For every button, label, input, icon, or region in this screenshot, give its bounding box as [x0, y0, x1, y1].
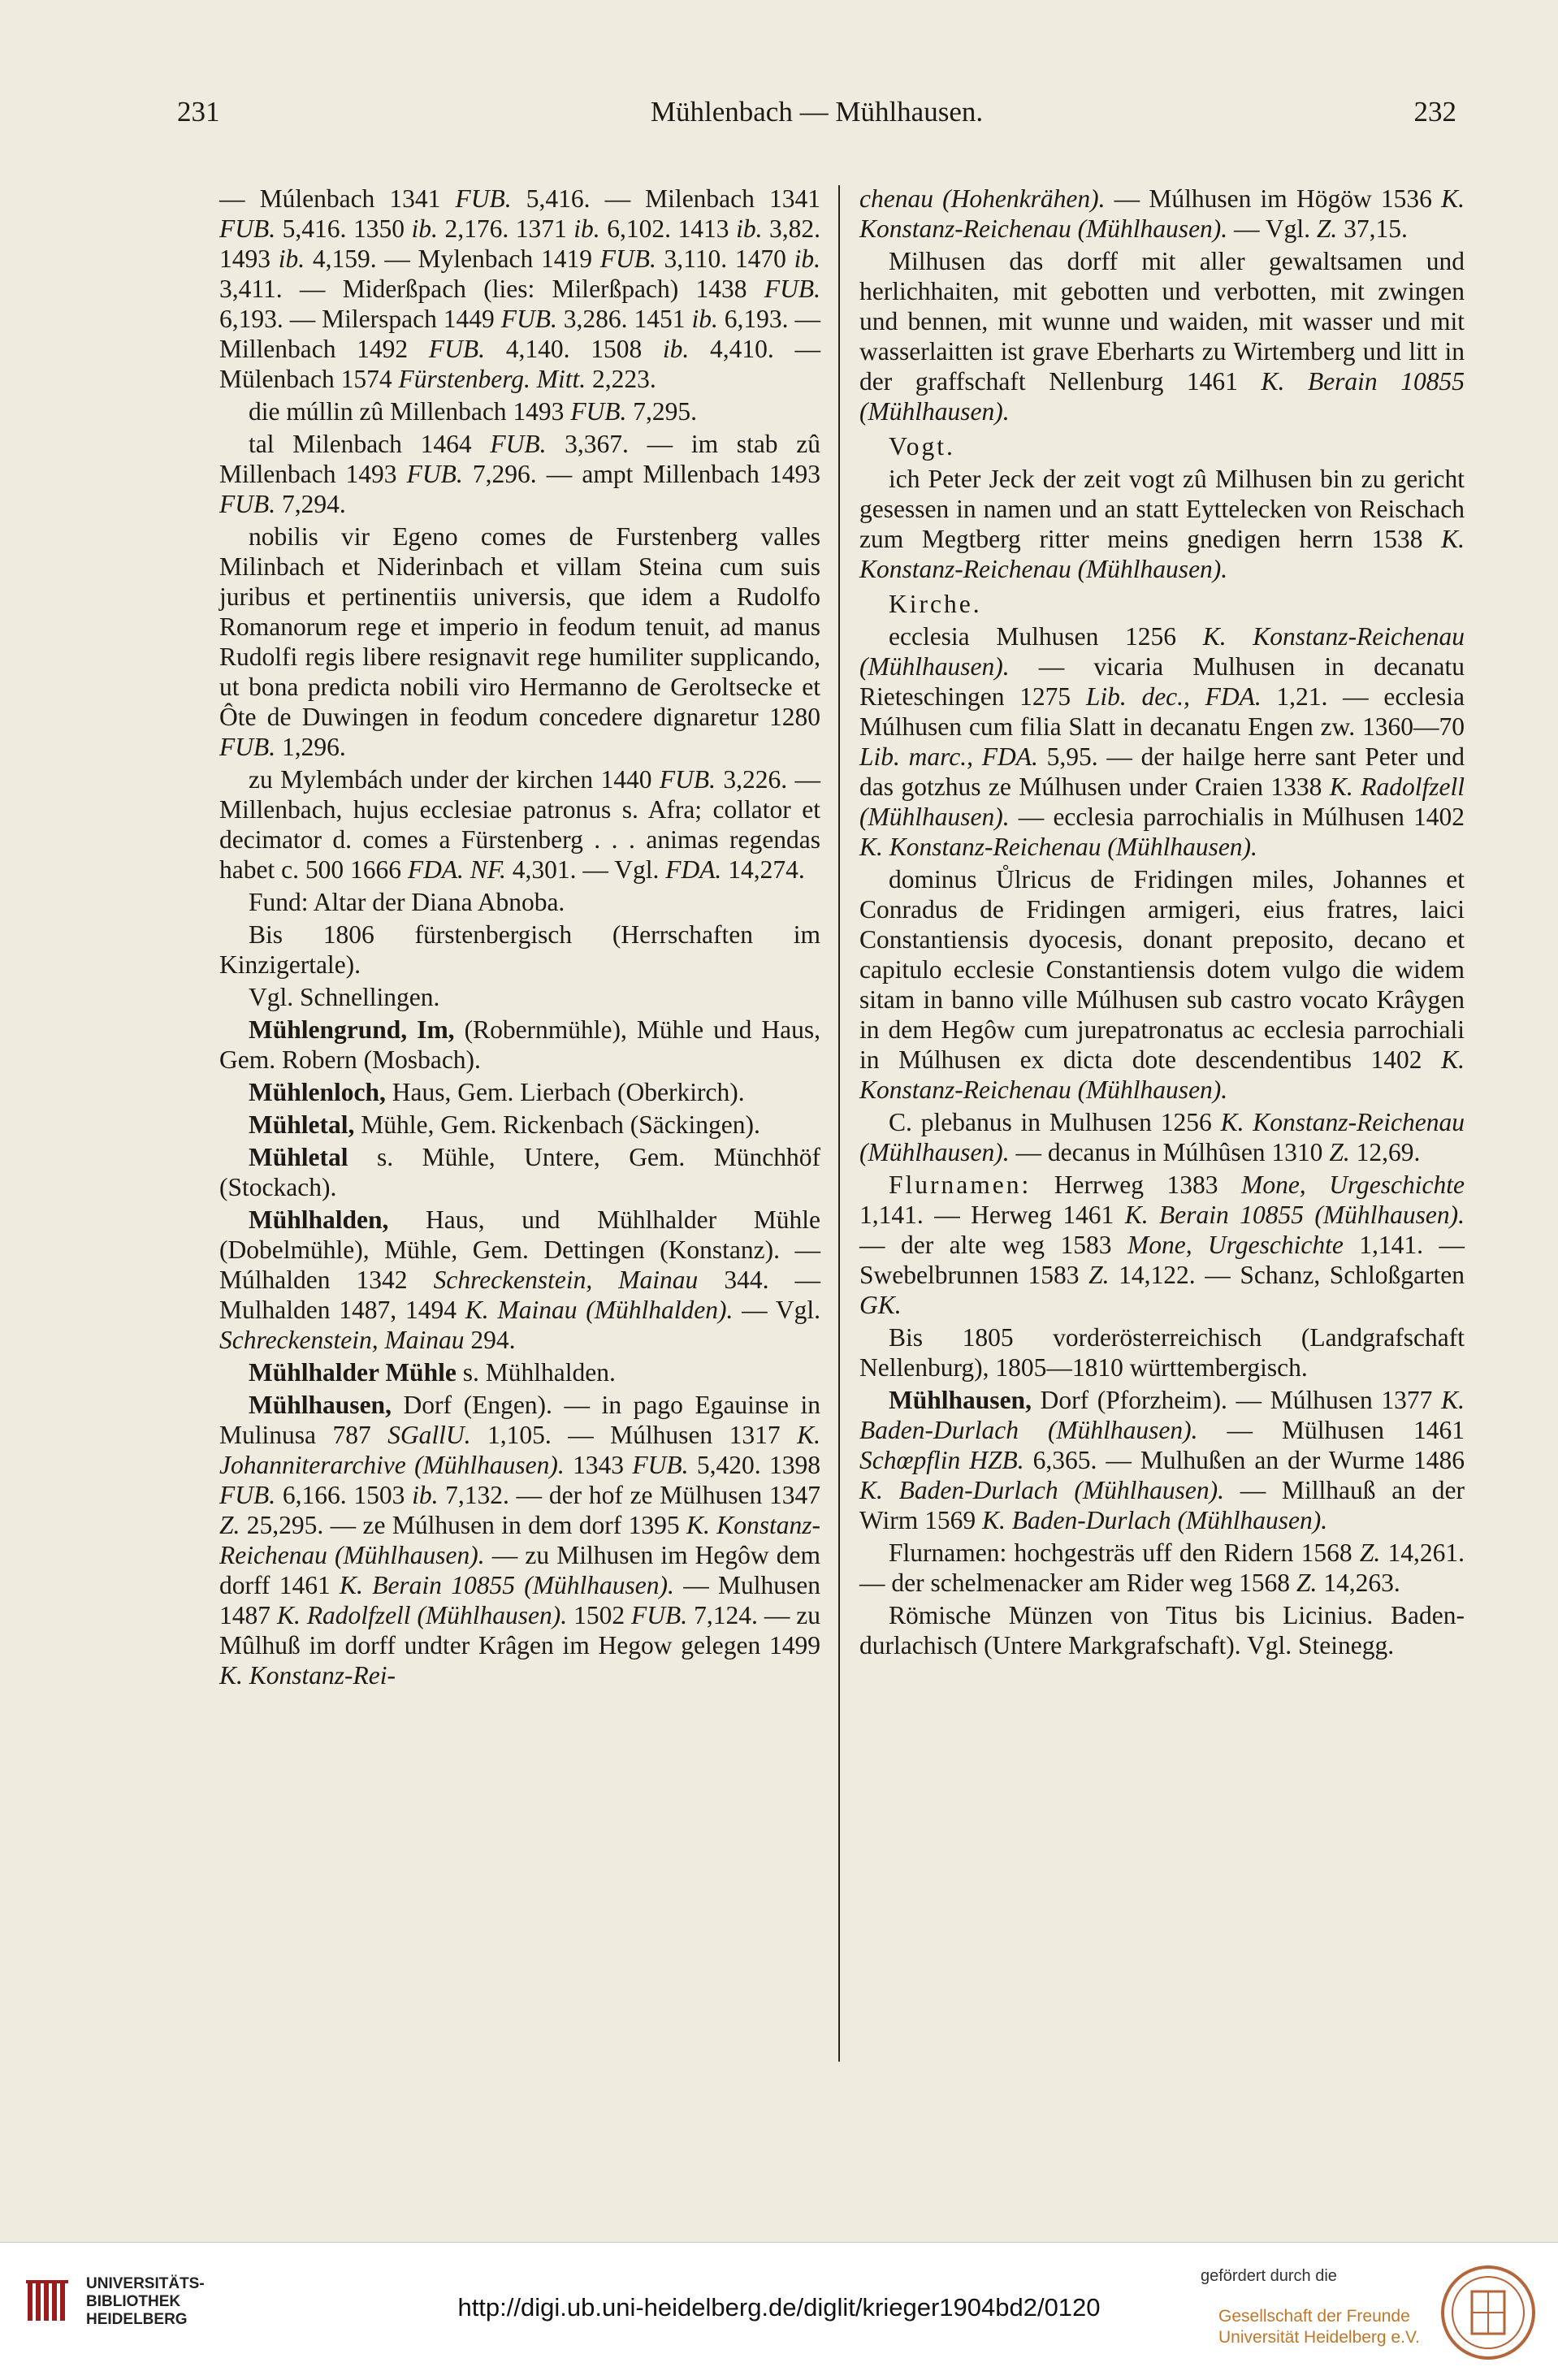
text-paragraph: die múllin zû Millenbach 1493 FUB. 7,295. — [249, 397, 698, 426]
section-subheading: Vogt. — [889, 432, 955, 461]
left-column — [219, 184, 820, 1693]
text-paragraph: tal Milenbach 1464 FUB. 3,367. — im stab zû Millenbach 1493 FUB. 7,296. — ampt Millenbach 1493 FUB. 7,294. — [219, 430, 820, 518]
text-paragraph: Vgl. Schnellingen. — [249, 983, 440, 1011]
entry-paragraph: Mühlenloch, Haus, Gem. Lierbach (Oberkirch). — [249, 1078, 745, 1106]
text-paragraph: Flurnamen: hochgesträs uff den Ridern 1568 Z. 14,261. — der schelmenacker am Rider weg 1568 Z. 14,263. — [859, 1538, 1465, 1597]
entry-paragraph: Mühlhausen, Dorf (Pforzheim). — Múlhusen 1377 K. Baden-Durlach (Mühlhausen). — Mülhusen 1461 Schœpflin HZB. 6,365. — Mulhußen an der Wurme 1486 K. Baden-Durlach (Mühlhausen). — Millhauß an der Wirm 1569 K. Baden-Durlach (Mühlhausen). — [859, 1386, 1465, 1534]
sponsor-name-line: Universität Heidelberg e.V. — [1218, 2328, 1420, 2347]
text-paragraph: nobilis vir Egeno comes de Furstenberg valles Milinbach et Niderinbach et villam Steina cum suis juribus et pertinentiis universis, que idem a Rudolfo Romanorum rege et imperio in feodum tenuit, ad manus Rudolfi regis libere resignavit rege humiliter supplicando, ut bona predicta nobili viro Hermanno de Geroltsecke et Ôte de Duwingen in feodum concedere dignaretur 1280 FUB. 1,296. — [219, 522, 820, 761]
sponsor-name-line: Gesellschaft der Freunde — [1218, 2307, 1410, 2326]
library-name-line: HEIDELBERG — [86, 2311, 188, 2328]
entry-paragraph: Mühlhalden, Haus, und Mühlhalder Mühle (Dobelmühle), Mühle, Gem. Dettingen (Konstanz). — Múlhalden 1342 Schreckenstein, Mainau 344. — Mulhalden 1487, 1494 K. Mainau (Mühlhalden). — Vgl. Schreckenstein, Mainau 294. — [219, 1205, 821, 1354]
text-paragraph: C. plebanus in Mulhusen 1256 K. Konstanz-Reichenau (Mühlhausen). — decanus in Múlhûsen 1310 Z. 12,69. — [859, 1108, 1465, 1166]
running-header — [177, 96, 1456, 153]
text-paragraph: ich Peter Jeck der zeit vogt zû Milhusen bin zu gericht gesessen in namen und an statt Eyttelecken von Reischach zum Megtberg ritter meins gnedigen herrn 1538 K. Konstanz-Reichenau (Mühlhausen). — [859, 465, 1465, 583]
text-paragraph: zu Mylembách under der kirchen 1440 FUB. 3,226. — Millenbach, hujus ecclesiae patronus s. Afra; collator et decimator d. comes a Fürstenberg . . . animas regendas habet c. 500 1666 FDA. NF. 4,301. — Vgl. FDA. 14,274. — [219, 765, 820, 884]
text-paragraph: — Múlenbach 1341 FUB. 5,416. — Milenbach 1341 FUB. 5,416. 1350 ib. 2,176. 1371 ib. 6,102. 1413 ib. 3,82. 1493 ib. 4,159. — Mylenbach 1419 FUB. 3,110. 1470 ib. 3,411. — Miderßpach (lies: Milerßpach) 1438 FUB. 6,193. — Milerspach 1449 FUB. 3,286. 1451 ib. 6,193. — Millenbach 1492 FUB. 4,140. 1508 ib. 4,410. — Mülenbach 1574 Fürstenberg. Mitt. 2,223. — [219, 184, 820, 393]
text-paragraph: ecclesia Mulhusen 1256 K. Konstanz-Reichenau (Mühlhausen). — vicaria Mulhusen in decanatu Rieteschingen 1275 Lib. dec., FDA. 1,21. — ecclesia Múlhusen cum filia Slatt in decanatu Engen zw. 1360—70 Lib. marc., FDA. 5,95. — der hailge herre sant Peter und das gotzhus ze Múlhusen under Craien 1338 K. Radolfzell (Mühlhausen). — ecclesia parrochialis in Múlhusen 1402 K. Konstanz-Reichenau (Mühlhausen). — [859, 622, 1465, 861]
right-column — [859, 184, 1465, 1663]
sponsor-name — [1218, 2306, 1420, 2348]
entry-paragraph: Mühletal s. Mühle, Untere, Gem. Münchhöf (Stockach). — [219, 1143, 820, 1201]
text-paragraph: dominus Ůlricus de Fridingen miles, Johannes et Conradus de Fridingen armigeri, eius fratres, laici Constantiensis dyocesis, donant preposito, decano et capitulo ecclesie Constantiensis dotem vulgo die widem sitam in banno ville Múlhusen sub castro vocato Krâygen in dem Hegôw cum jurepatronatus ac ecclesia parrochiali in Múlhusen ex dicta dote descendentibus 1402 K. Konstanz-Reichenau (Mühlhausen). — [859, 865, 1465, 1104]
sponsor-note: gefördert durch die — [1201, 2267, 1337, 2285]
column-divider — [838, 185, 840, 2062]
text-paragraph: Fund: Altar der Diana Abnoba. — [249, 888, 565, 916]
library-name-line: BIBLIOTHEK — [86, 2293, 181, 2310]
text-paragraph: Bis 1806 fürstenbergisch (Herrschaften im Kinzigertale). — [219, 920, 820, 979]
section-subheading: Kirche. — [889, 590, 982, 618]
society-seal-icon — [1439, 2264, 1537, 2361]
entry-paragraph: Mühletal, Mühle, Gem. Rickenbach (Säckingen). — [249, 1110, 760, 1139]
text-paragraph: chenau (Hohenkrähen). — Múlhusen im Högöw 1536 K. Konstanz-Reichenau (Mühlhausen). — Vgl. Z. 37,15. — [859, 184, 1465, 243]
page-number-right: 232 — [1413, 96, 1456, 128]
text-paragraph: Römische Münzen von Titus bis Licinius. Baden-durlachisch (Untere Markgrafschaft). Vgl. Steinegg. — [859, 1601, 1465, 1660]
digitization-footer — [0, 2242, 1558, 2380]
text-paragraph: Bis 1805 vorderösterreichisch (Landgrafschaft Nellenburg), 1805—1810 württembergisch. — [859, 1323, 1465, 1382]
page-number-left: 231 — [177, 96, 220, 128]
entry-paragraph: Mühlhausen, Dorf (Engen). — in pago Egauinse in Mulinusa 787 SGallU. 1,105. — Múlhusen 1317 K. Johanniterarchive (Mühlhausen). 1343 FUB. 5,420. 1398 FUB. 6,166. 1503 ib. 7,132. — der hof ze Mülhusen 1347 Z. 25,295. — ze Múlhusen in dem dorf 1395 K. Konstanz-Reichenau (Mühlhausen). — zu Milhusen im Hegôw dem dorff 1461 K. Berain 10855 (Mühlhausen). — Mulhusen 1487 K. Radolfzell (Mühlhausen). 1502 FUB. 7,124. — zu Mûlhuß im dorff undter Krâgen im Hegow gelegen 1499 K. Konstanz-Rei- — [219, 1391, 821, 1690]
page-title: Mühlenbach — Mühlhausen. — [650, 96, 984, 128]
text-paragraph: Flurnamen: Herrweg 1383 Mone, Urgeschichte 1,141. — Herweg 1461 K. Berain 10855 (Mühlhausen). — der alte weg 1583 Mone, Urgeschichte 1,141. — Swebelbrunnen 1583 Z. 14,122. — Schanz, Schloßgarten GK. — [859, 1171, 1465, 1319]
library-name-line: UNIVERSITÄTS- — [86, 2275, 205, 2292]
permalink-url[interactable]: http://digi.ub.uni-heidelberg.de/diglit/krieger1904bd2/0120 — [457, 2293, 1101, 2322]
entry-paragraph: Mühlhalder Mühle s. Mühlhalden. — [249, 1358, 616, 1387]
text-paragraph: Milhusen das dorff mit aller gewaltsamen und herlichhaiten, mit gebotten und verbotten, mit zwingen und bennen, mit wunne und waiden, mit wasser und mit wasserlaitten ist grave Eberharts zu Wirtemberg und litt in der graffschaft Nellenburg 1461 K. Berain 10855 (Mühlhausen). — [859, 247, 1465, 426]
entry-paragraph: Mühlengrund, Im, (Robernmühle), Mühle und Haus, Gem. Robern (Mosbach). — [219, 1015, 820, 1074]
